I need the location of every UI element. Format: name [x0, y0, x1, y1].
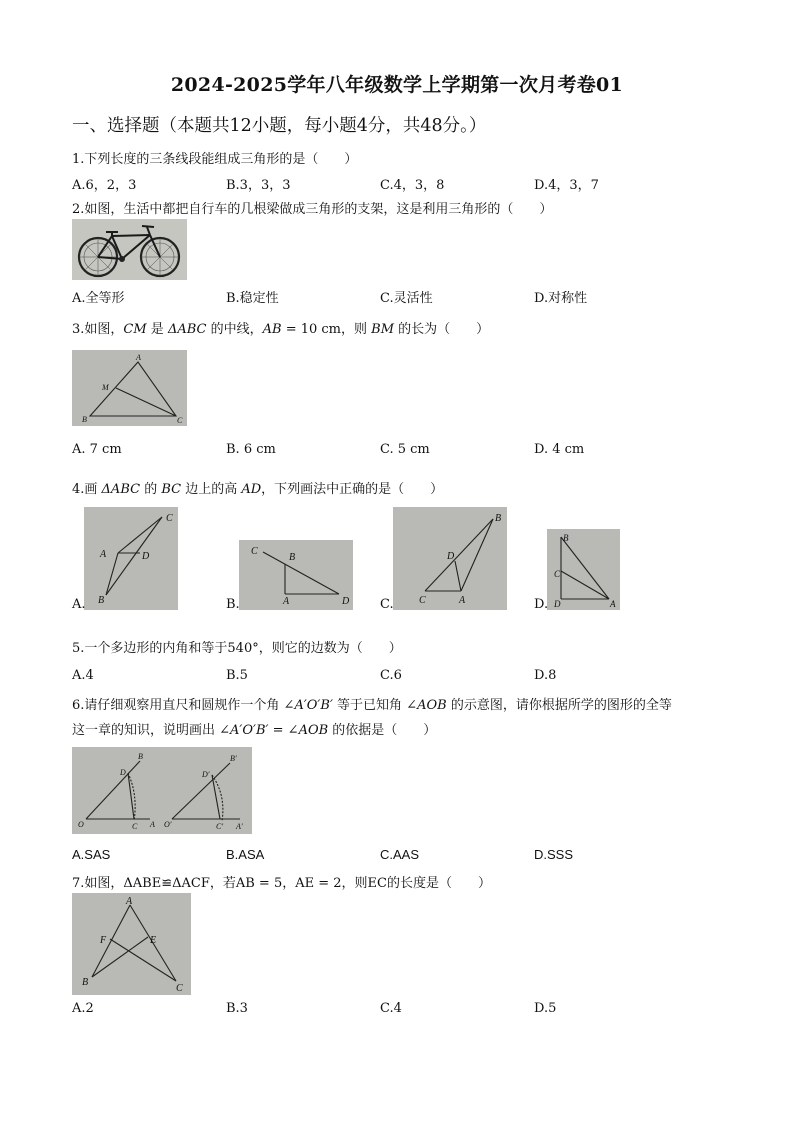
- svg-text:A: A: [459, 595, 466, 606]
- question-6-stem-line2: 这一章的知识，说明画出 ∠A′O′B′ = ∠AOB 的依据是（ ）: [72, 723, 437, 738]
- svg-text:D: D: [120, 768, 126, 777]
- q6-option-d: D.SSS: [534, 847, 574, 862]
- question-6-stem-line1: 6.请仔细观察用直尺和圆规作一个角 ∠A′O′B′ 等于已知角 ∠AOB 的示意图，请你根据所学的图形的全等: [72, 698, 672, 713]
- q1-option-d: D.4，3，7: [534, 178, 599, 193]
- svg-text:B: B: [82, 415, 87, 424]
- question-4-stem: 4.画 ΔABC 的 BC 边上的高 AD，下列画法中正确的是（ ）: [72, 482, 444, 497]
- question-7-stem: 7.如图，ΔABE≌ΔACF，若AB = 5，AE = 2，则EC的长度是（ ）: [72, 876, 491, 891]
- page-title: 2024-2025学年八年级数学上学期第一次月考卷01: [170, 74, 624, 96]
- q3-option-a: A. 7 cm: [72, 442, 122, 457]
- q4-figure-d: [547, 529, 620, 610]
- q3-option-d: D. 4 cm: [534, 442, 585, 457]
- svg-text:D: D: [142, 551, 150, 562]
- svg-text:C: C: [132, 822, 138, 831]
- svg-text:C′: C′: [216, 822, 224, 831]
- q7-option-b: B.3: [226, 1001, 248, 1016]
- q2-option-d: D.对称性: [534, 291, 588, 306]
- q4-figure-b: [239, 540, 353, 610]
- svg-text:A: A: [610, 599, 616, 609]
- svg-text:A′: A′: [236, 822, 243, 831]
- q7-option-c: C.4: [380, 1001, 402, 1016]
- q5-option-b: B.5: [226, 668, 248, 683]
- q7-option-a: A.2: [72, 1001, 94, 1016]
- svg-text:M: M: [102, 383, 109, 392]
- q4-figure-a: [84, 507, 178, 610]
- q4-figure-c: [393, 507, 507, 610]
- q5-option-d: D.8: [534, 668, 557, 683]
- svg-text:A: A: [150, 820, 155, 829]
- q1-option-a: A.6，2，3: [72, 178, 137, 193]
- svg-text:B: B: [138, 752, 143, 761]
- svg-text:F: F: [100, 935, 107, 946]
- q6-option-a: A.SAS: [72, 847, 111, 862]
- q2-option-c: C.灵活性: [380, 291, 433, 306]
- svg-text:B: B: [82, 977, 89, 988]
- question-1-stem: 1.下列长度的三条线段能组成三角形的是（ ）: [72, 152, 358, 167]
- svg-text:O′: O′: [164, 820, 172, 829]
- svg-text:C: C: [419, 595, 426, 606]
- q6-compass-figure: [72, 747, 252, 834]
- svg-text:B: B: [563, 533, 569, 543]
- svg-text:A: A: [100, 549, 107, 560]
- q7-option-d: D.5: [534, 1001, 557, 1016]
- q3-option-c: C. 5 cm: [380, 442, 430, 457]
- svg-text:A: A: [126, 896, 133, 907]
- svg-text:B′: B′: [230, 754, 237, 763]
- question-2-stem: 2.如图，生活中都把自行车的几根梁做成三角形的支架，这是利用三角形的（ ）: [72, 202, 553, 217]
- q4-option-b: B.: [226, 597, 240, 612]
- q3-option-b: B. 6 cm: [226, 442, 276, 457]
- q5-option-c: C.6: [380, 668, 402, 683]
- question-3-stem: 3.如图，CM 是 ΔABC 的中线，AB = 10 cm，则 BM 的长为（ ）: [72, 322, 490, 337]
- svg-text:C: C: [176, 983, 183, 994]
- svg-text:A: A: [283, 596, 290, 607]
- q2-option-b: B.稳定性: [226, 291, 279, 306]
- svg-text:C: C: [554, 569, 561, 579]
- svg-text:O: O: [78, 820, 84, 829]
- q3-triangle-figure: [72, 350, 187, 426]
- section-heading: 一、选择题（本题共12小题，每小题4分，共48分。）: [72, 116, 487, 136]
- q5-option-a: A.4: [72, 668, 94, 683]
- svg-text:C: C: [166, 513, 173, 524]
- svg-text:B: B: [98, 595, 105, 606]
- svg-text:B: B: [289, 552, 296, 563]
- svg-text:C: C: [251, 546, 258, 557]
- svg-text:E: E: [150, 935, 157, 946]
- svg-text:D′: D′: [202, 770, 210, 779]
- q4-option-c: C.: [380, 597, 394, 612]
- bicycle-figure: [72, 219, 187, 280]
- svg-text:D: D: [447, 551, 455, 562]
- svg-text:D: D: [554, 599, 561, 609]
- q6-option-b: B.ASA: [226, 847, 265, 862]
- q1-option-c: C.4，3，8: [380, 178, 445, 193]
- svg-text:D: D: [342, 596, 350, 607]
- svg-text:C: C: [177, 416, 183, 425]
- svg-text:A: A: [136, 353, 141, 362]
- question-5-stem: 5.一个多边形的内角和等于540°，则它的边数为（ ）: [72, 641, 402, 656]
- q1-option-b: B.3，3，3: [226, 178, 291, 193]
- q2-option-a: A.全等形: [72, 291, 125, 306]
- q7-congruent-figure: [72, 893, 191, 995]
- q4-option-d: D.: [534, 597, 549, 612]
- svg-text:B: B: [495, 513, 502, 524]
- q4-option-a: A.: [72, 597, 86, 612]
- q6-option-c: C.AAS: [380, 847, 420, 862]
